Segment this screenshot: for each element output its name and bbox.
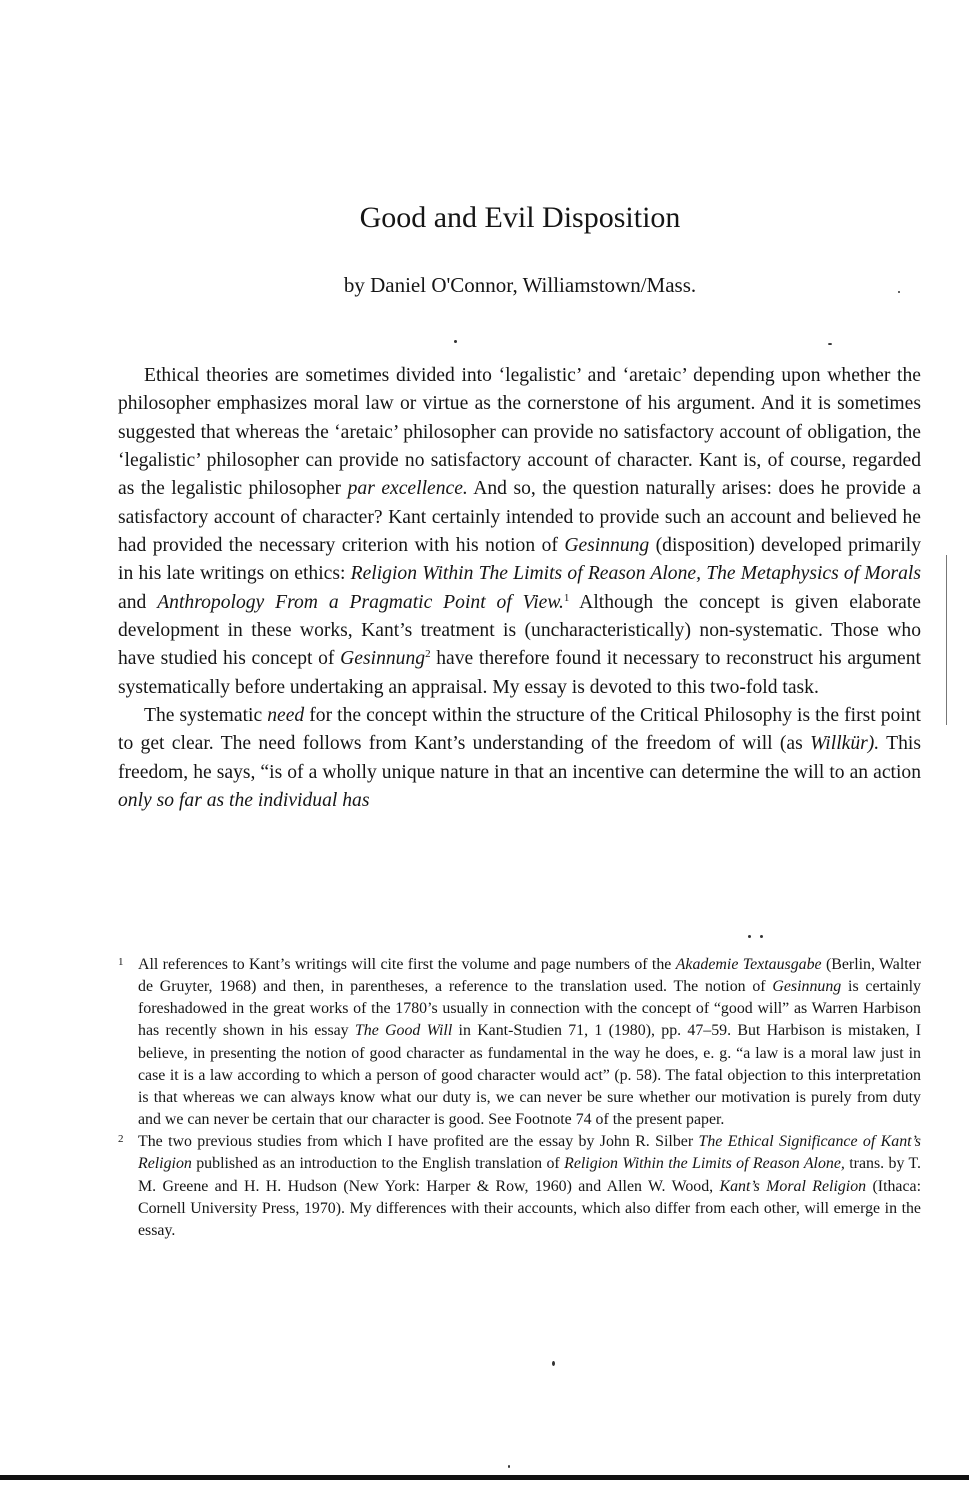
scan-speck — [508, 1465, 510, 1468]
author-byline: by Daniel O'Connor, Williamstown/Mass. — [343, 273, 697, 297]
scan-speck — [828, 343, 832, 345]
footnote-ref-1: 1 — [563, 591, 570, 604]
scan-edge-mark — [946, 555, 947, 725]
scan-speck — [454, 340, 457, 343]
footnote-number: 2 — [118, 1133, 124, 1146]
scan-speck — [898, 291, 900, 293]
footnotes — [118, 954, 921, 1242]
article-title: Good and Evil Disposition — [359, 201, 681, 234]
article-body — [118, 362, 921, 816]
body-paragraph-2: The systematic need for the concept within the structure of the Critical Philosophy is the first point to get clear. The need follows from Kant’s understanding of the freedom of will (as Willkür). This freedom, he says, “is of a wholly unique nature in that an incentive can determine the will to an action only so far as the individual has — [118, 705, 921, 812]
body-paragraph-1: Ethical theories are sometimes divided into ‘legalistic’ and ‘aretaic’ depending upon whether the philosopher emphasizes moral law or virtue as the cornerstone of his argument. And it is sometimes suggested that whereas the ‘aretaic’ philosopher can provide no satisfactory account of obligation, the ‘legalistic’ philosopher can provide no satisfactory account of character. Kant is, of course, regarded as the legalistic philosopher par excellence. And so, the question naturally arises: does he provide a satisfactory account of character? Kant certainly intended to provide such an account and believed he had provided the necessary criterion with his notion of Gesinnung (disposition) developed primarily in his late writings on ethics: Religion Within The Limits of Reason Alone, The Metaphysics of Morals and Anthropology From a Pragmatic Point of View.$^1$ Although the concept is given elaborate development in these works, Kant’s treatment is (uncharacteristically) non-systematic. Those who have studied his concept of Gesinnung$^2$ have therefore found it necessary to reconstruct his argument systematically before undertaking an appraisal. My essay is devoted to this two-fold task. — [118, 365, 921, 698]
footnote-2: 2 The two previous studies from which I have profited are the essay by John R. Silber The Ethical Significance of Kant’s Religion published as an introduction to the English translation of Religion Within the Limits of Reason Alone, trans. by T. M. Greene and H. H. Hudson (New York: Harper & Row, 1960) and Allen W. Wood, Kant’s Moral Religion (Ithaca: Cornell University Press, 1970). My differences with their accounts, which also differ from each other, will emerge in the essay. — [118, 1131, 921, 1242]
scan-speck — [748, 935, 751, 938]
footnote-ref-2: 2 — [425, 648, 431, 661]
footnote-1: 1 All references to Kant’s writings will cite first the volume and page numbers of the Akademie Textausgabe (Berlin, Walter de Gruyter, 1968) and then, in parentheses, a reference to the translation used. The notion of Gesinnung is certainly foreshadowed in the great works of the 1780’s usually in connection with the concept of “good will” as Warren Harbison has recently shown in his essay The Good Will in Kant-Studien 71, 1 (1980), pp. 47–59. But Harbison is mistaken, I believe, in presenting the notion of good character as fundamental in the way he does, e. g. “a law is a moral law just in case it is a law according to which a person of good character would act” (p. 58). The fatal objection to this interpretation is that whereas we can always know what our duty is, we can never be sure whether our motivation is purely from duty and we can never be certain that our character is good. See Footnote 74 of the present paper. — [118, 954, 921, 1131]
footnote-number: 1 — [118, 956, 124, 968]
page-bottom-rule — [0, 1475, 969, 1480]
scan-speck — [552, 1361, 555, 1366]
scan-speck — [760, 935, 763, 938]
